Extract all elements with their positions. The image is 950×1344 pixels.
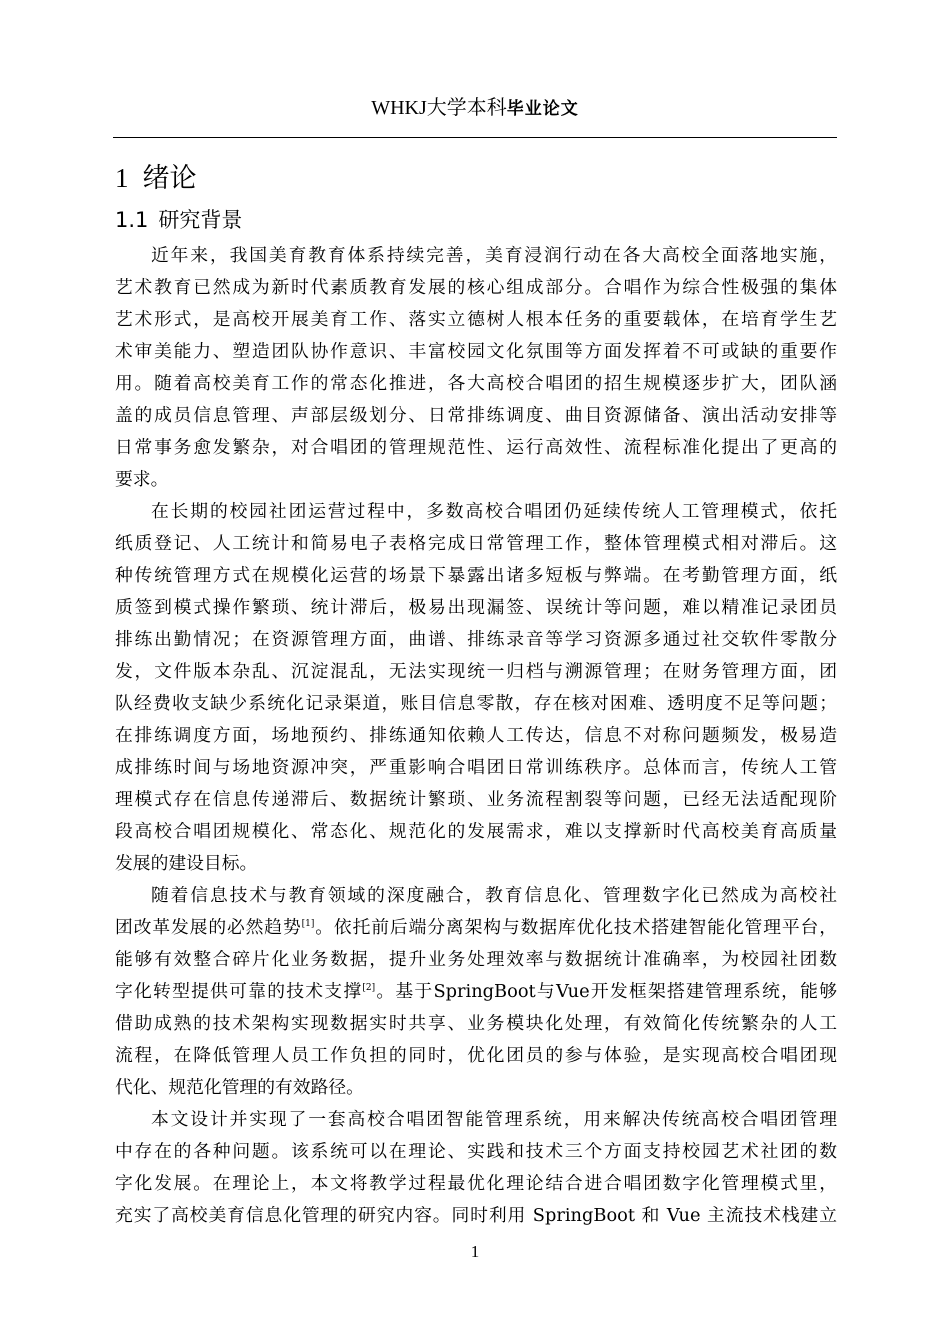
text-line: 日常事务愈发繁杂，对合唱团的管理规范性、运行高效性、流程标准化提出了更高的 [115, 437, 837, 458]
chapter-number: 1 [115, 163, 129, 193]
page-number: 1 [470, 1242, 480, 1261]
paragraph-2 [115, 496, 837, 880]
section-heading [115, 202, 242, 238]
text-line: 盖的成员信息管理、声部层级划分、日常排练调度、曲目资源储备、演出活动安排等 [115, 405, 837, 426]
section-number: 1.1 [115, 208, 149, 232]
text-line: 充实了高校美育信息化管理的研究内容。同时利用 SpringBoot 和 Vue 主流技术栈建立 [115, 1205, 837, 1226]
text-line: 借助成熟的技术架构实现数据实时共享、业务模块化处理，有效简化传统繁杂的人工 [115, 1013, 837, 1034]
text-line: 排练出勤情况；在资源管理方面，曲谱、排练录音等学习资源多通过社交软件零散分 [115, 629, 837, 650]
text-line: 在排练调度方面，场地预约、排练通知依赖人工传达，信息不对称问题频发，极易造 [115, 725, 837, 746]
text-line: 流程，在降低管理人员工作负担的同时，优化团员的参与体验，是实现高校合唱团现 [115, 1045, 837, 1066]
text-line: 在长期的校园社团运营过程中，多数高校合唱团仍延续传统人工管理模式，依托 [151, 501, 837, 522]
header-rule [113, 137, 837, 138]
section-title: 研究背景 [158, 208, 243, 232]
paragraph-3 [115, 880, 837, 1104]
text-line: 艺术形式，是高校开展美育工作、落实立德树人根本任务的重要载体，在培育学生艺 [115, 309, 837, 330]
text-line: 用。随着高校美育工作的常态化推进，各大高校合唱团的招生规模逐步扩大，团队涵 [115, 373, 837, 394]
chapter-heading [115, 158, 197, 199]
paragraph-1 [115, 240, 837, 496]
text-line: 字化转型提供可靠的技术支撑[2]。基于SpringBoot与Vue开发框架搭建管理系统，能够 [115, 981, 837, 1002]
body-text [115, 240, 837, 1232]
page-header [0, 91, 950, 125]
text-line: 成排练时间与场地资源冲突，严重影响合唱团日常训练秩序。总体而言，传统人工管 [115, 757, 837, 778]
text-line: 能够有效整合碎片化业务数据，提升业务处理效率与数据统计准确率，为校园社团数 [115, 949, 837, 970]
text-line: 随着信息技术与教育领域的深度融合，教育信息化、管理数字化已然成为高校社 [151, 885, 837, 906]
citation-marker: [2] [362, 983, 376, 994]
paragraph-4 [115, 1104, 837, 1232]
text-line: 术审美能力、塑造团队协作意识、丰富校园文化氛围等方面发挥着不可或缺的重要作 [115, 341, 837, 362]
text-line: 纸质登记、人工统计和简易电子表格完成日常管理工作，整体管理模式相对滞后。这 [115, 533, 837, 554]
text-line: 近年来，我国美育教育体系持续完善，美育浸润行动在各大高校全面落地实施， [151, 245, 837, 266]
chapter-title: 绪论 [142, 163, 197, 194]
text-line: 理模式存在信息传递滞后、数据统计繁琐、业务流程割裂等问题，已经无法适配现阶 [115, 789, 837, 810]
text-line: 段高校合唱团规模化、常态化、规范化的发展需求，难以支撑新时代高校美育高质量 [115, 821, 837, 842]
text-line: 中存在的各种问题。该系统可以在理论、实践和技术三个方面支持校园艺术社团的数 [115, 1141, 837, 1162]
text-line: 艺术教育已然成为新时代素质教育发展的核心组成部分。合唱作为综合性极强的集体 [115, 277, 837, 298]
text-line: 发，文件版本杂乱、沉淀混乱，无法实现统一归档与溯源管理；在财务管理方面，团 [115, 661, 837, 682]
text-line: 发展的建设目标。 [115, 853, 258, 874]
text-line: 质签到模式操作繁琐、统计滞后，极易出现漏签、误统计等问题，难以精准记录团员 [115, 597, 837, 618]
text-line: 要求。 [115, 469, 169, 490]
header-university: WHKJ大学本科 [371, 97, 507, 119]
text-line: 种传统管理方式在规模化运营的场景下暴露出诸多短板与弊端。在考勤管理方面，纸 [115, 565, 837, 586]
text-line: 代化、规范化管理的有效路径。 [115, 1077, 364, 1098]
text-line: 本文设计并实现了一套高校合唱团智能管理系统，用来解决传统高校合唱团管理 [151, 1109, 837, 1130]
text-line: 队经费收支缺少系统化记录渠道，账目信息零散，存在核对困难、透明度不足等问题； [115, 693, 837, 714]
text-line: 团改革发展的必然趋势[1]。依托前后端分离架构与数据库优化技术搭建智能化管理平台， [115, 917, 837, 938]
citation-marker: [1] [301, 919, 315, 930]
text-line: 字化发展。在理论上，本文将教学过程最优化理论结合进合唱团数字化管理模式里， [115, 1173, 837, 1194]
header-thesis-label: 毕业论文 [506, 99, 579, 119]
